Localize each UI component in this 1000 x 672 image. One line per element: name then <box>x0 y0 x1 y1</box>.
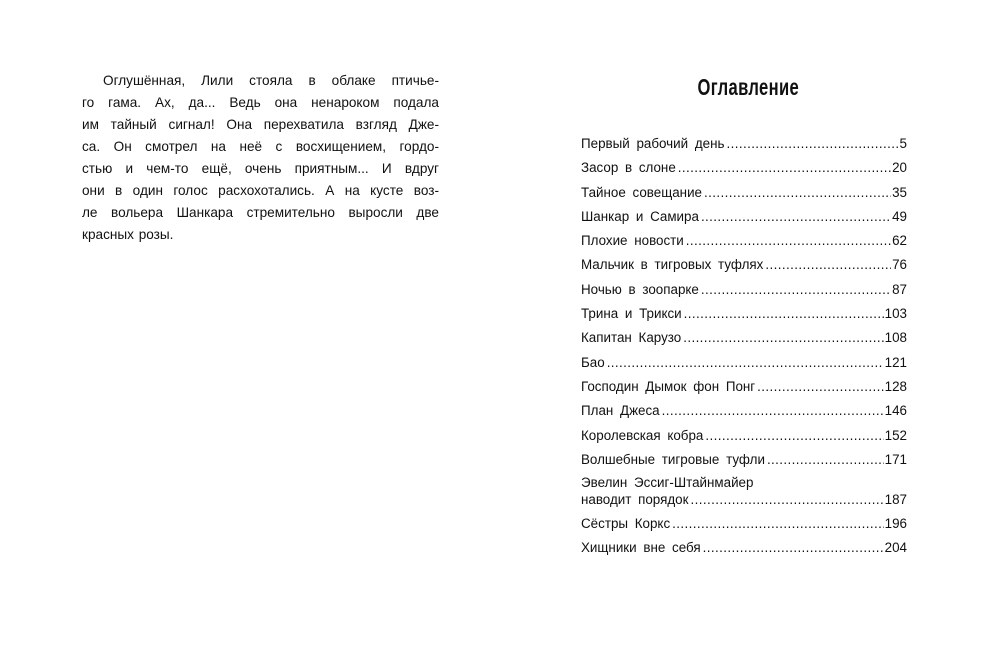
right-page <box>500 0 1000 672</box>
story-line: ле вольера Шанкара стремительно выросли две <box>82 205 439 220</box>
toc-entry-title: Волшебные тигровые туфли <box>581 451 765 467</box>
toc-entry-page: 146 <box>884 403 907 419</box>
toc-entry[interactable] <box>581 536 907 560</box>
story-line: им тайный сигнал! Она перехватила взгляд Дже- <box>82 117 439 132</box>
toc-entry[interactable] <box>581 132 907 156</box>
toc-title: Оглавление <box>697 74 800 100</box>
toc-entry-title: Хищники вне себя <box>581 540 701 556</box>
toc-entry-page: 108 <box>884 330 907 346</box>
toc-entry[interactable] <box>581 424 907 448</box>
toc-leader-dots <box>701 278 891 302</box>
toc-entry-page: 62 <box>892 233 907 249</box>
toc-entry-page: 187 <box>884 492 907 508</box>
toc-leader-dots <box>684 302 884 326</box>
toc-entry-title: Мальчик в тигровых туфлях <box>581 257 764 273</box>
toc-entry[interactable] <box>581 326 907 350</box>
story-paragraph <box>82 70 439 246</box>
toc-entry-page: 35 <box>892 184 907 200</box>
story-line: го гама. Ах, да... Ведь она ненароком подала <box>82 95 439 110</box>
toc-entry-page: 103 <box>884 306 907 322</box>
toc-entry-page: 152 <box>884 427 907 443</box>
toc-leader-dots <box>757 375 883 399</box>
story-line: они в один голос расхохотались. А на кусте воз- <box>82 183 439 198</box>
toc-leader-dots <box>703 536 884 560</box>
toc-entry-title: Шанкар и Самира <box>581 208 699 224</box>
toc-entry-title: Королевская кобра <box>581 427 704 443</box>
story-line: са. Он смотрел на неё с восхищением, гордо- <box>82 139 439 154</box>
story-line: Оглушённая, Лили стояла в облаке птичье- <box>103 73 439 88</box>
toc-entry[interactable] <box>581 253 907 277</box>
toc-entry[interactable] <box>581 156 907 180</box>
toc-entry-title-line1: Эвелин Эссиг-Штайнмайер <box>581 475 754 491</box>
toc-entry-page: 20 <box>892 160 907 176</box>
toc-entry-title: Господин Дымок фон Понг <box>581 378 756 394</box>
story-line: стью и чем-то ещё, очень приятным... И вдруг <box>82 161 439 176</box>
toc-entry-page: 121 <box>884 354 907 370</box>
toc-entry-row <box>581 491 907 508</box>
toc-leader-dots <box>765 253 891 277</box>
toc-entry-title: Бао <box>581 354 605 370</box>
toc-entry-title: Засор в слоне <box>581 160 676 176</box>
toc-leader-dots <box>686 229 891 253</box>
toc-leader-dots <box>662 399 884 423</box>
toc-entry-page: 171 <box>884 451 907 467</box>
toc-entry[interactable] <box>581 351 907 375</box>
toc-leader-dots <box>705 424 883 448</box>
toc-entry-title: План Джеса <box>581 403 660 419</box>
table-of-contents <box>581 132 907 561</box>
toc-entry-title: Трина и Трикси <box>581 306 682 322</box>
toc-leader-dots <box>726 132 898 156</box>
toc-entry-title: Ночью в зоопарке <box>581 281 699 297</box>
toc-entry[interactable] <box>581 205 907 229</box>
toc-entry[interactable] <box>581 229 907 253</box>
toc-entry[interactable] <box>581 448 907 472</box>
toc-entry-title: Тайное совещание <box>581 184 703 200</box>
toc-entry[interactable] <box>581 512 907 536</box>
toc-entry-title: Сёстры Коркс <box>581 516 671 532</box>
toc-entry-title: Плохие новости <box>581 233 684 249</box>
toc-entry-page: 196 <box>884 516 907 532</box>
toc-entry[interactable] <box>581 278 907 302</box>
toc-leader-dots <box>701 205 891 229</box>
toc-leader-dots <box>704 181 891 205</box>
toc-leader-dots <box>672 512 884 536</box>
toc-leader-dots <box>683 326 883 350</box>
toc-leader-dots <box>678 156 891 180</box>
toc-entry[interactable] <box>581 375 907 399</box>
story-line: красных розы. <box>82 227 174 242</box>
toc-entry[interactable] <box>581 302 907 326</box>
toc-entry-title: наводит порядок <box>581 492 689 508</box>
toc-entry-page: 204 <box>884 540 907 556</box>
toc-entry[interactable] <box>581 399 907 423</box>
toc-leader-dots <box>767 448 884 472</box>
toc-entry-page: 49 <box>892 208 907 224</box>
toc-entry[interactable] <box>581 472 907 512</box>
toc-entry-page: 5 <box>899 136 907 151</box>
toc-entry-page: 76 <box>892 257 907 273</box>
toc-entry-page: 128 <box>884 378 907 394</box>
toc-leader-dots <box>607 351 884 375</box>
toc-entry-page: 87 <box>892 281 907 297</box>
toc-leader-dots <box>690 491 883 508</box>
toc-entry-title: Капитан Карузо <box>581 330 682 346</box>
toc-entry[interactable] <box>581 181 907 205</box>
toc-entry-title: Первый рабочий день <box>581 136 725 151</box>
